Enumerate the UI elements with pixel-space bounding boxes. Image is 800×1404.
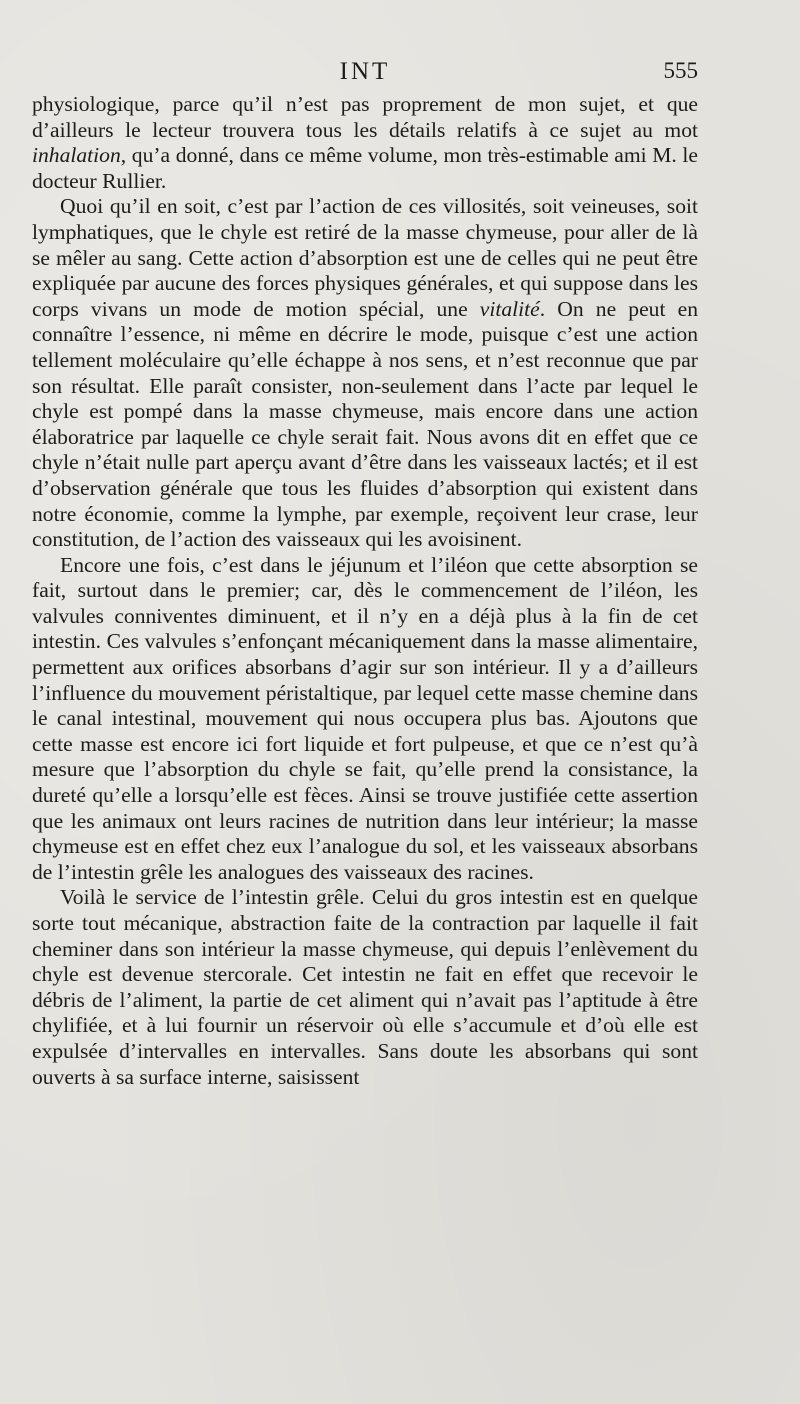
page-number: 555 [663, 58, 698, 83]
body-text [32, 92, 698, 1090]
running-head [32, 58, 698, 92]
italic-term: vitalité [479, 296, 540, 321]
paragraph [32, 92, 698, 194]
text-run: Quoi qu’il en soit, c’est par l’action de ces villosités, soit veineuses, soit lymphatiques, que le chyle est retiré de la masse chymeuse, pour aller de là se mêler au sang. Cette action d’absorption est une de celles qui ne peut être expliquée par aucune des forces physiques générales, et qui suppose dans les corps vivans un mode de motion spécial, une [32, 194, 698, 321]
paragraph [32, 553, 698, 886]
text-run: , qu’a donné, dans ce même volume, mon très-estimable ami M. le docteur Rullier. [32, 143, 698, 193]
running-title: INT [339, 58, 391, 85]
text-run: Voilà le service de l’intestin grêle. Celui du gros intestin est en quelque sorte tout mécanique, abstraction faite de la contraction par laquelle il fait cheminer dans son intérieur la masse chymeuse, qui depuis l’enlèvement du chyle est devenue stercorale. Cet intestin ne fait en effet que recevoir le débris de l’aliment, la partie de cet aliment qui n’avait pas l’aptitude à être chylifiée, et à lui fournir un réservoir où elle s’accumule et d’où elle est expulsée d’intervalles en intervalles. Sans doute les absorbans qui sont ouverts à sa surface interne, saisissent [32, 885, 698, 1089]
italic-term: inhalation [32, 143, 121, 168]
book-page [32, 58, 698, 1388]
text-run: . On ne peut en connaître l’essence, ni même en décrire le mode, puisque c’est une action tellement moléculaire qu’elle échappe à nos sens, et n’est reconnue que par son résultat. Elle paraît consister, non-seulement dans l’acte par lequel le chyle est pompé dans la masse chymeuse, mais encore dans une action élaboratrice par laquelle ce chyle serait fait. Nous avons dit en effet que ce chyle n’était nulle part aperçu avant d’être dans les vaisseaux lactés; et il est d’observation générale que tous les fluides d’absorption qui existent dans notre économie, comme la lymphe, par exemple, reçoivent leur crase, leur constitution, de l’action des vaisseaux qui les avoisinent. [32, 296, 698, 552]
text-run: physiologique, parce qu’il n’est pas proprement de mon sujet, et que d’ailleurs le lecteur trouvera tous les détails relatifs à ce sujet au mot [32, 92, 698, 142]
paragraph [32, 194, 698, 552]
paragraph [32, 885, 698, 1090]
text-run: Encore une fois, c’est dans le jéjunum et l’iléon que cette absorption se fait, surtout dans le premier; car, dès le commencement de l’iléon, les valvules conniventes diminuent, et il n’y en a déjà plus à la fin de cet intestin. Ces valvules s’enfonçant mécaniquement dans la masse alimentaire, permettent aux orifices absorbans d’agir sur son intérieur. Il y a d’ailleurs l’influence du mouvement péristaltique, par lequel cette masse chemine dans le canal intestinal, mouvement qui nous occupera plus bas. Ajoutons que cette masse est encore ici fort liquide et fort pulpeuse, et que ce n’est qu’à mesure que l’absorption du chyle se fait, qu’elle prend la consistance, la dureté qu’elle a lorsqu’elle est fèces. Ainsi se trouve justifiée cette assertion que les animaux ont leurs racines de nutrition dans leur intérieur; la masse chymeuse est en effet chez eux l’analogue du sol, et les vaisseaux absorbans de l’intestin grêle les analogues des vaisseaux des racines. [32, 552, 698, 884]
